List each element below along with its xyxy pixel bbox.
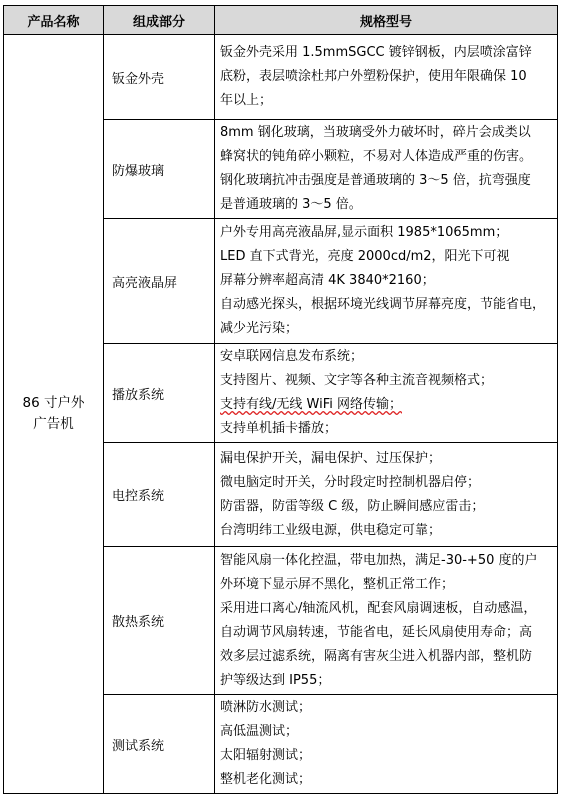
table-row (4, 35, 558, 120)
spec-line: LED 直下式背光，亮度 2000cd/m2，阳光下可视 (220, 249, 510, 264)
spec-line: 支持有线/无线 WiFi 网络传输； (220, 397, 402, 412)
spec-line: 采用进口离心/轴流风机，配套风扇调速板，自动感温， (220, 600, 537, 616)
header-product: 产品名称 (4, 6, 104, 35)
header-spec: 规格型号 (215, 6, 558, 35)
spec-line: 太阳辐射测试； (220, 748, 312, 763)
spec-cell (215, 219, 558, 344)
spec-line: 喷淋防水测试； (220, 700, 312, 715)
spec-table (3, 5, 558, 794)
spec-line: 自动调节风扇转速，节能省电，延长风扇使用寿命；高 (220, 624, 533, 640)
component-cell: 测试系统 (104, 695, 215, 794)
spec-cell (215, 443, 558, 547)
spec-line: 钢化玻璃抗冲击强度是普通玻璃的 3～5 倍，抗弯强度 (220, 173, 531, 188)
spec-cell (215, 547, 558, 695)
spec-line: 自动感光探头，根据环境光线调节屏幕亮度，节能省电， (220, 297, 546, 312)
product-name-cell (4, 35, 104, 794)
spec-line: 8mm 钢化玻璃，当玻璃受外力破坏时，碎片会成类以 (220, 125, 531, 140)
header-component: 组成部分 (104, 6, 215, 35)
product-name-line: 广告机 (33, 416, 74, 432)
spec-line: 蜂窝状的钝角碎小颗粒，不易对人体造成严重的伤害。 (220, 149, 533, 164)
spec-line: 台湾明纬工业级电源，供电稳定可靠； (220, 522, 442, 538)
spec-line: 是普通玻璃的 3～5 倍。 (220, 197, 362, 212)
spec-line: 效多层过滤系统，隔离有害灰尘进入机器内部，整机防 (220, 648, 533, 664)
spec-line: 外环境下显示屏不黑化，整机正常工作； (220, 576, 455, 592)
spec-line: 微电脑定时开关，分时段定时控制机器启停； (220, 474, 481, 490)
spec-cell (215, 35, 558, 120)
spec-line: 支持图片、视频、文字等各种主流音视频格式； (220, 373, 494, 388)
spec-line: 漏电保护开关，漏电保护、过压保护； (220, 450, 442, 466)
spec-line: 高低温测试； (220, 724, 299, 739)
product-name-line: 86 寸户外 (22, 395, 85, 411)
header-row (4, 6, 558, 35)
component-cell: 播放系统 (104, 344, 215, 443)
spec-line: 防雷器，防雷等级 C 级，防止瞬间感应雷击； (220, 498, 485, 514)
component-cell: 钣金外壳 (104, 35, 215, 120)
spec-line: 钣金外壳采用 1.5mmSGCC 镀锌钢板，内层喷涂富锌 (220, 45, 532, 60)
spec-line: 屏幕分辨率超高清 4K 3840*2160； (220, 273, 435, 288)
component-cell: 电控系统 (104, 443, 215, 547)
spec-cell (215, 120, 558, 219)
spec-line: 户外专用高亮液晶屏,显示面积 1985*1065mm； (220, 225, 509, 240)
spec-line: 减少光污染； (220, 321, 299, 336)
spec-line: 年以上； (220, 93, 273, 108)
spec-line: 底粉，表层喷涂杜邦户外塑粉保护，使用年限确保 10 (220, 69, 527, 84)
component-cell: 高亮液晶屏 (104, 219, 215, 344)
spec-line: 支持单机插卡播放； (220, 421, 338, 436)
component-cell: 散热系统 (104, 547, 215, 695)
spec-line: 安卓联网信息发布系统； (220, 349, 364, 364)
spec-line: 整机老化测试； (220, 772, 312, 787)
spec-line: 智能风扇一体化控温，带电加热，满足-30-+50 度的户 (220, 552, 538, 568)
spec-cell (215, 344, 558, 443)
spec-line: 护等级达到 IP55； (220, 672, 331, 688)
component-cell: 防爆玻璃 (104, 120, 215, 219)
spec-cell (215, 695, 558, 794)
